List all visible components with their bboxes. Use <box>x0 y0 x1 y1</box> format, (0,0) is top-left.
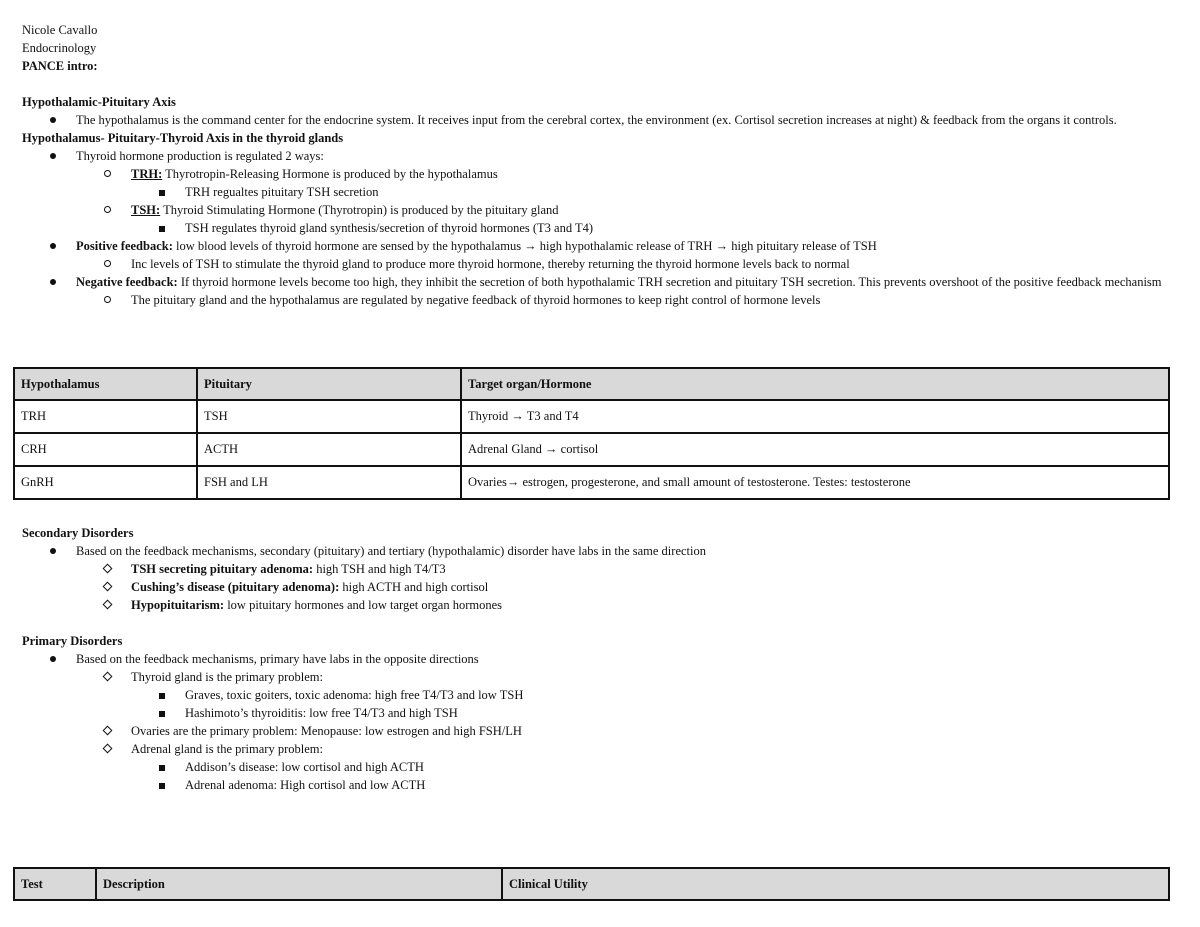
column-header: Test <box>14 868 96 900</box>
list-item: Thyroid hormone production is regulated 2 ways: <box>22 147 1178 165</box>
list-item: Hashimoto’s thyroiditis: low free T4/T3 and high TSH <box>22 704 1178 722</box>
list-item: TSH regulates thyroid gland synthesis/secretion of thyroid hormones (T3 and T4) <box>22 219 1178 237</box>
table-header-row <box>14 368 1169 400</box>
list-item: Graves, toxic goiters, toxic adenoma: high free T4/T3 and low TSH <box>22 686 1178 704</box>
document-page <box>0 0 1200 309</box>
table-cell: GnRH <box>14 466 197 499</box>
table-cell: Adrenal Gland → cortisol <box>461 433 1169 466</box>
table-cell: TRH <box>14 400 197 433</box>
column-header: Clinical Utility <box>502 868 1169 900</box>
list-item: TRH: Thyrotropin-Releasing Hormone is produced by the hypothalamus <box>22 165 1178 183</box>
table-cell: ACTH <box>197 433 461 466</box>
list-item: TSH: Thyroid Stimulating Hormone (Thyrotropin) is produced by the pituitary gland <box>22 201 1178 219</box>
section-title: PANCE intro: <box>22 59 98 73</box>
primary-heading: Primary Disorders <box>22 634 123 648</box>
table-cell: Ovaries→ estrogen, progesterone, and small amount of testosterone. Testes: testosterone <box>461 466 1169 499</box>
list-item: Addison’s disease: low cortisol and high ACTH <box>22 758 1178 776</box>
list-item: The hypothalamus is the command center for the endocrine system. It receives input from the cerebral cortex, the environment (ex. Cortisol secretion increases at night) & feedback from the organs it controls. <box>22 111 1178 129</box>
list-item: Inc levels of TSH to stimulate the thyroid gland to produce more thyroid hormone, thereby returning the thyroid hormone levels back to normal <box>22 255 1178 273</box>
list-item: Adrenal adenoma: High cortisol and low ACTH <box>22 776 1178 794</box>
table-cell: TSH <box>197 400 461 433</box>
subject-name: Endocrinology <box>22 41 97 55</box>
secondary-heading: Secondary Disorders <box>22 526 134 540</box>
list-item: Adrenal gland is the primary problem: <box>22 740 1178 758</box>
table-row <box>14 433 1169 466</box>
column-header: Hypothalamus <box>14 368 197 400</box>
table-row <box>14 466 1169 499</box>
column-header: Description <box>96 868 502 900</box>
list-item: Ovaries are the primary problem: Menopause: low estrogen and high FSH/LH <box>22 722 1178 740</box>
disorders-section <box>0 503 1200 794</box>
hormone-axis-table <box>13 367 1170 500</box>
table-cell: Thyroid → T3 and T4 <box>461 400 1169 433</box>
list-item: TRH regualtes pituitary TSH secretion <box>22 183 1178 201</box>
list-item: Hypopituitarism: low pituitary hormones and low target organ hormones <box>22 596 1178 614</box>
author-name: Nicole Cavallo <box>22 23 98 37</box>
list-item: Based on the feedback mechanisms, secondary (pituitary) and tertiary (hypothalamic) disorder have labs in the same direction <box>22 542 1178 560</box>
list-item: Cushing’s disease (pituitary adenoma): high ACTH and high cortisol <box>22 578 1178 596</box>
list-item: TSH secreting pituitary adenoma: high TSH and high T4/T3 <box>22 560 1178 578</box>
table-cell: CRH <box>14 433 197 466</box>
list-item: The pituitary gland and the hypothalamus are regulated by negative feedback of thyroid hormones to keep right control of hormone levels <box>22 291 1178 309</box>
list-item: Positive feedback: low blood levels of thyroid hormone are sensed by the hypothalamus → high hypothalamic release of TRH → high pituitary release of TSH <box>22 237 1178 255</box>
test-table <box>13 867 1170 901</box>
list-item: Based on the feedback mechanisms, primary have labs in the opposite directions <box>22 650 1178 668</box>
list-item: Negative feedback: If thyroid hormone levels become too high, they inhibit the secretion of both hypothalamic TRH secretion and pituitary TSH secretion. This prevents overshoot of the positive feedback mechanism <box>22 273 1178 291</box>
table-cell: FSH and LH <box>197 466 461 499</box>
hpa-heading: Hypothalamic-Pituitary Axis <box>22 95 176 109</box>
column-header: Pituitary <box>197 368 461 400</box>
hpt-heading: Hypothalamus- Pituitary-Thyroid Axis in the thyroid glands <box>22 131 344 145</box>
column-header: Target organ/Hormone <box>461 368 1169 400</box>
table-row <box>14 400 1169 433</box>
table-header-row <box>14 868 1169 900</box>
list-item: Thyroid gland is the primary problem: <box>22 668 1178 686</box>
